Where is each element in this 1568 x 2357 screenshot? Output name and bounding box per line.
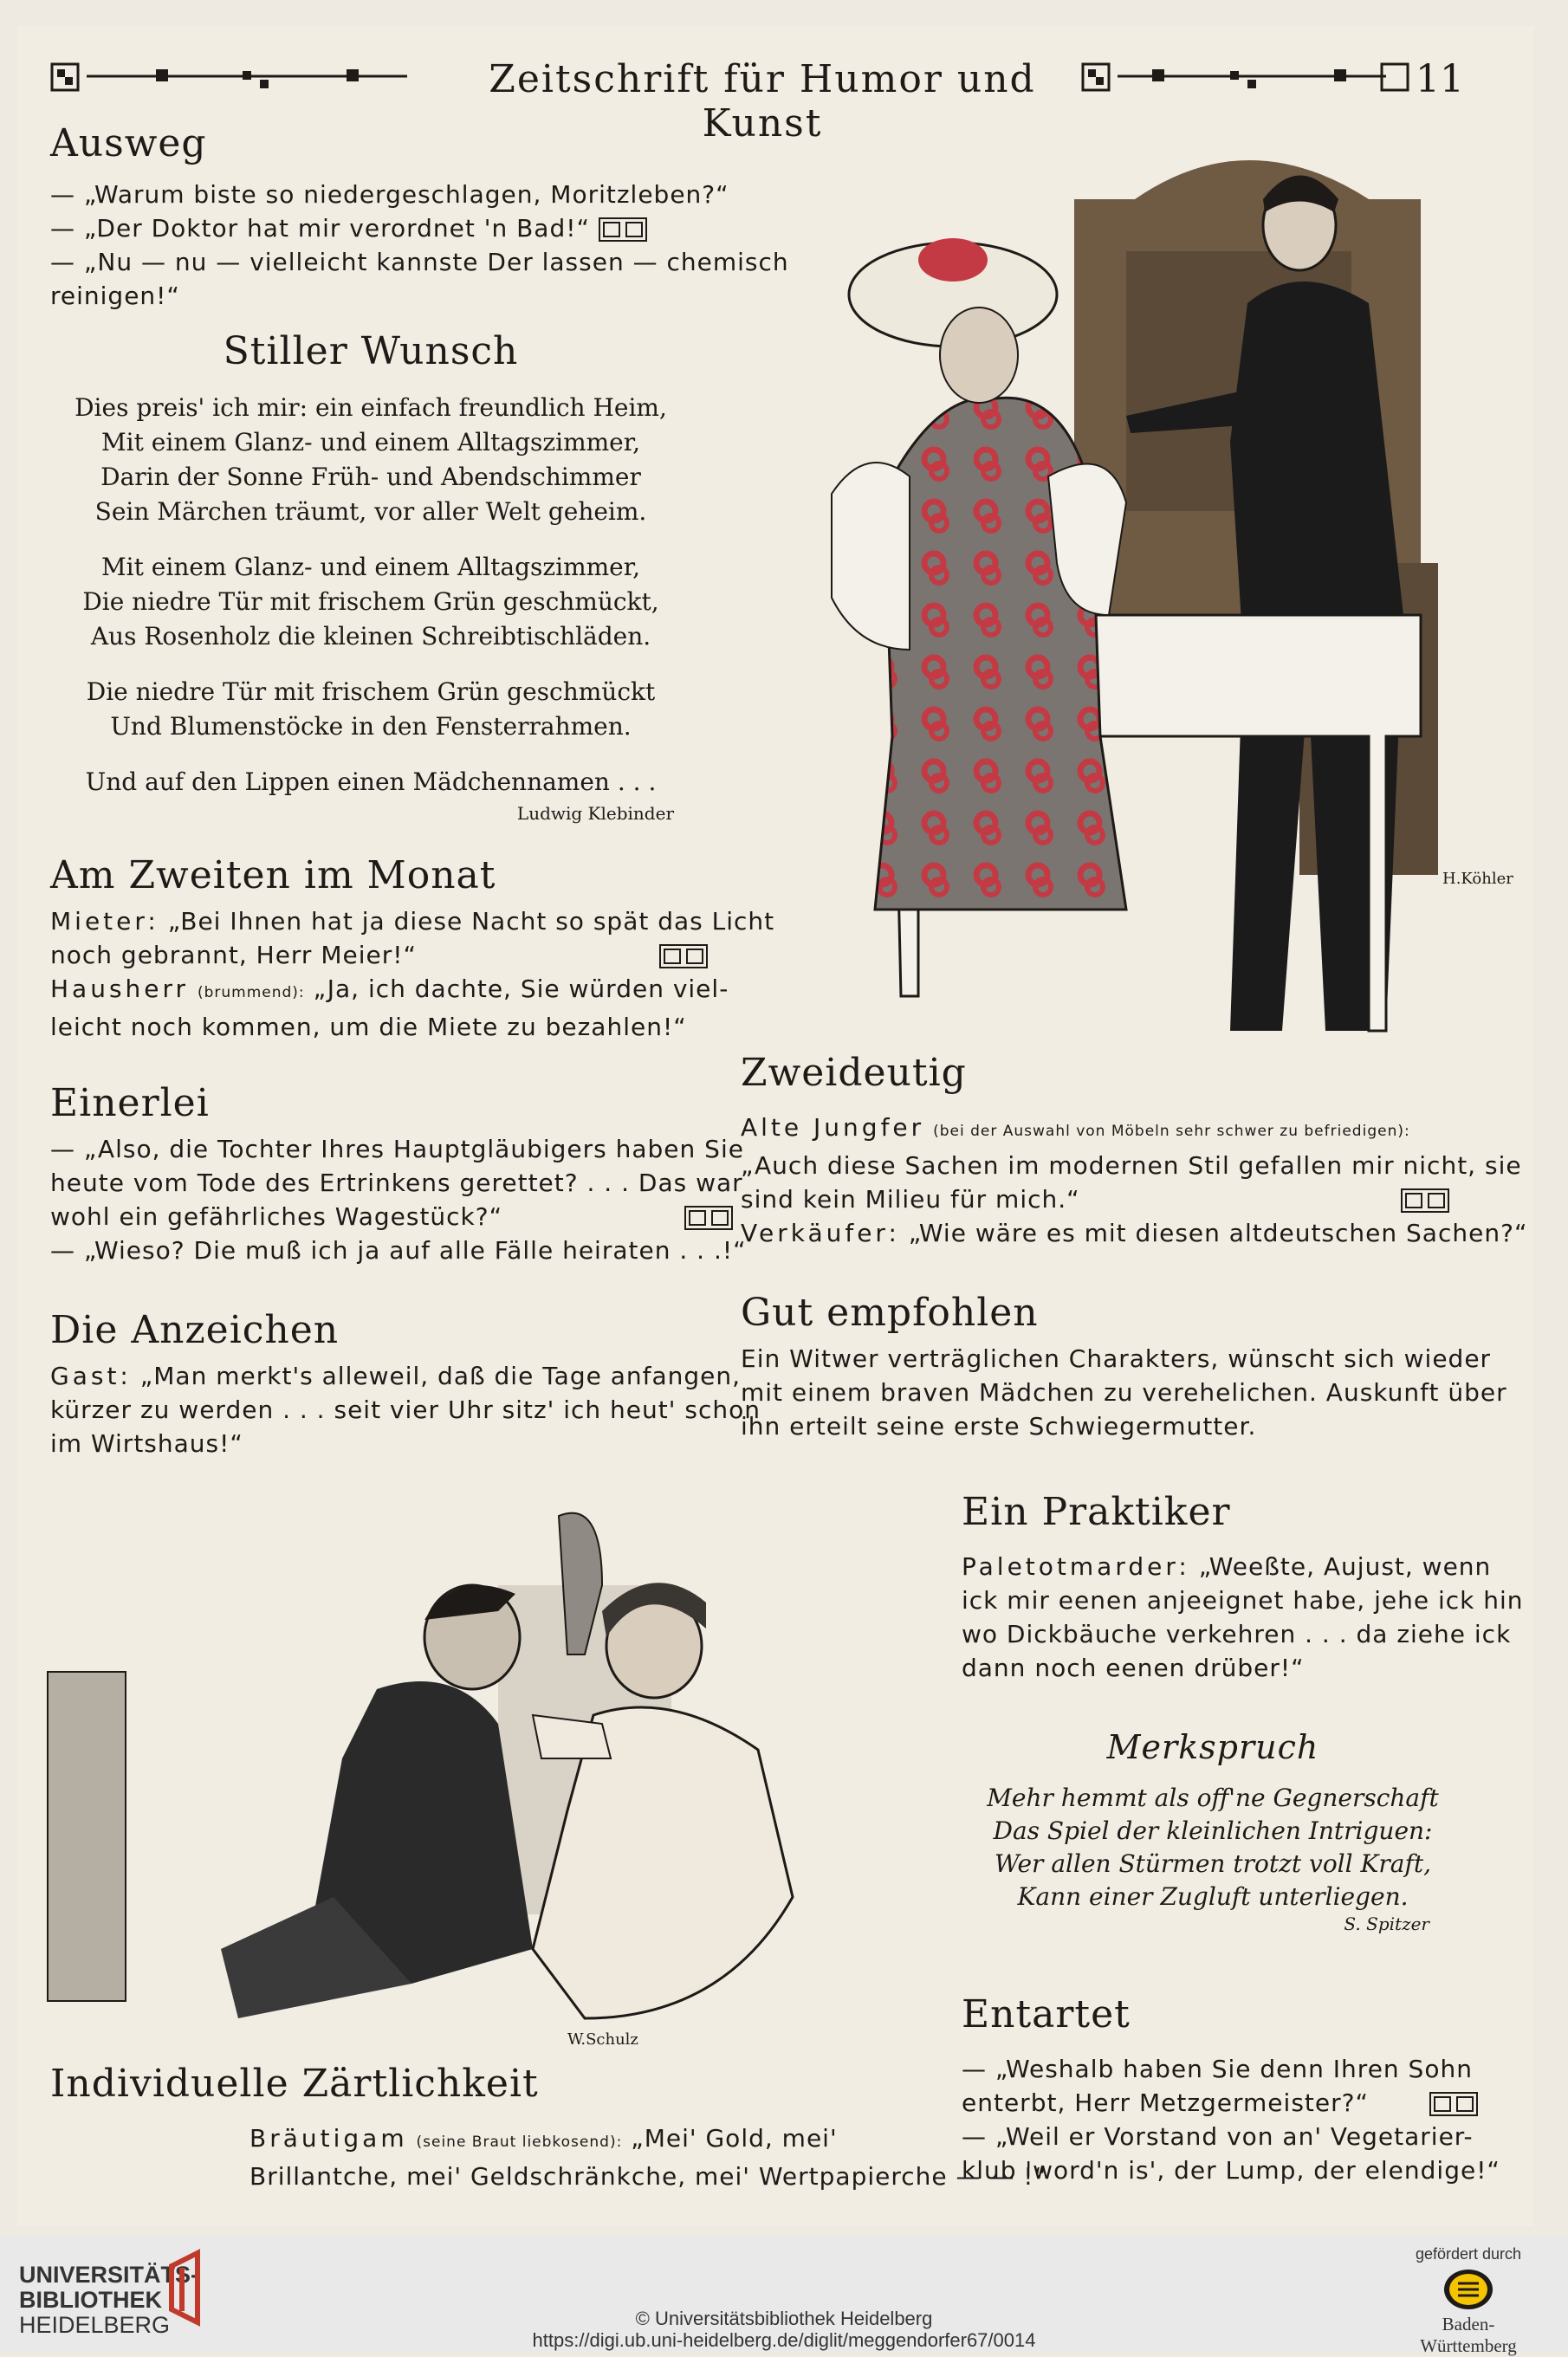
separator-ornament-icon — [1429, 2092, 1478, 2116]
section-text — [50, 2121, 1048, 2193]
poem-line: Dies preis' ich mir: ein einfach freundlich Heim, — [75, 393, 667, 422]
poem-line: Die niedre Tür mit frischem Grün geschmückt, — [82, 587, 659, 616]
poem-line: Die niedre Tür mit frischem Grün geschmückt — [86, 677, 656, 706]
artist-signature: W.Schulz — [567, 2030, 638, 2049]
section-title: Gut empfohlen — [741, 1291, 1039, 1335]
section-title: Ein Praktiker — [962, 1490, 1231, 1534]
poem-title: Stiller Wunsch — [223, 329, 519, 373]
poem-body — [962, 1782, 1464, 1913]
library-name-line: HEIDELBERG — [19, 2312, 171, 2338]
text-line: „Auch diese Sachen im modernen Stil gefallen mir nicht, sie — [741, 1151, 1522, 1180]
section-text — [962, 1550, 1524, 1685]
text-line: — „Nu — nu — vielleicht kannste Der lassen — chemisch — [50, 248, 789, 276]
separator-ornament-icon — [684, 1206, 733, 1230]
section-ausweg — [50, 121, 789, 313]
poem-title: Merkspruch — [1106, 1728, 1319, 1766]
section-stiller-wunsch — [50, 329, 691, 824]
text-line: Brillantche, mei' Geldschränkche, mei' Wertpapierche — — !“ — [249, 2162, 1048, 2191]
separator-ornament-icon — [659, 944, 708, 968]
poem-stanza — [50, 550, 691, 654]
copyright-notice — [0, 2308, 1568, 2351]
text-line: enterbt, Herr Metzgermeister?“ — [962, 2086, 1464, 2120]
library-name-line: BIBLIOTHEK — [19, 2287, 162, 2313]
section-merkspruch — [962, 1728, 1464, 1934]
section-die-anzeichen — [50, 1308, 761, 1460]
state-emblem-icon — [1442, 2268, 1494, 2311]
poem-body — [50, 391, 691, 800]
section-text — [50, 904, 775, 1044]
section-text — [50, 178, 789, 313]
text-line: kürzer zu werden . . . seit vier Uhr sitz' ich heut' schon — [50, 1395, 761, 1424]
text-line: reinigen!“ — [50, 282, 180, 310]
chair-shape — [48, 1672, 126, 2001]
poem-stanza — [50, 391, 691, 529]
poem-line: Darin der Sonne Früh- und Abendschimmer — [100, 463, 641, 491]
text-line: Hausherr (brummend): „Ja, ich dachte, Sie würden viel- — [50, 975, 729, 1003]
section-text — [741, 1111, 1528, 1250]
text-line: im Wirtshaus!“ — [50, 1429, 243, 1458]
header-ornament-left — [52, 64, 416, 95]
text-line: Mieter: „Bei Ihnen hat ja diese Nacht so spät das Licht — [50, 907, 775, 936]
poem-author: Ludwig Klebinder — [516, 803, 674, 824]
header-ornament-right — [1083, 64, 1412, 95]
text-line: Ein Witwer verträglichen Charakters, wünscht sich wieder — [741, 1344, 1492, 1373]
section-am-zweiten — [50, 853, 775, 1044]
poem-line: Wer allen Stürmen trotzt voll Kraft, — [994, 1849, 1431, 1878]
source-url-link[interactable]: https://digi.ub.uni-heidelberg.de/diglit/meggendorfer67/0014 — [532, 2329, 1036, 2351]
section-zweideutig — [741, 1051, 1528, 1250]
text-line: mit einem braven Mädchen zu verehelichen. Auskunft über — [741, 1378, 1507, 1407]
text-line: wo Dickbäuche verkehren . . . da ziehe ick — [962, 1620, 1512, 1648]
funding-logo — [1395, 2245, 1542, 2357]
section-text — [741, 1342, 1507, 1443]
copyright-text: © Universitätsbibliothek Heidelberg — [635, 2308, 933, 2329]
poem-line: Mit einem Glanz- und einem Alltagszimmer, — [101, 428, 640, 457]
section-gut-empfohlen — [741, 1291, 1507, 1443]
illustration-drawing — [48, 1499, 914, 2053]
poem-line: Das Spiel der kleinlichen Intriguen: — [993, 1816, 1433, 1845]
poem-line: Mit einem Glanz- und einem Alltagszimmer, — [101, 553, 640, 581]
section-einerlei — [50, 1081, 747, 1267]
page-number: 11 — [1416, 57, 1464, 101]
text-line: — „Weshalb haben Sie denn Ihren Sohn — [962, 2055, 1473, 2083]
section-zaertlichkeit — [50, 2062, 1048, 2193]
section-title: Einerlei — [50, 1081, 210, 1125]
section-text — [50, 1132, 747, 1267]
poem-line: Kann einer Zugluft unterliegen. — [1017, 1882, 1409, 1911]
text-line: noch gebrannt, Herr Meier!“ — [50, 938, 691, 972]
poem-stanza — [50, 675, 691, 744]
section-title: Zweideutig — [741, 1051, 967, 1095]
text-line: — „Der Doktor hat mir verordnet 'n Bad!“ — [50, 211, 691, 245]
separator-ornament-icon — [599, 217, 647, 242]
text-line: heute vom Tode des Ertrinkens gerettet? . . . Das war — [50, 1169, 743, 1197]
separator-ornament-icon — [1401, 1188, 1449, 1213]
section-text — [50, 1359, 761, 1460]
poem-line: Und auf den Lippen einen Mädchennamen . . . — [85, 767, 657, 796]
text-line: Verkäufer: „Wie wäre es mit diesen altdeutschen Sachen?“ — [741, 1219, 1528, 1247]
magazine-title: Zeitschrift für Humor und Kunst — [489, 57, 1036, 146]
text-line: dann noch eenen drüber!“ — [962, 1654, 1305, 1682]
footer-bar — [0, 2237, 1568, 2356]
text-line: ick mir eenen anjeeignet habe, jehe ick hin — [962, 1586, 1524, 1615]
poem-stanza — [50, 765, 691, 800]
illustration-furniture-shop — [762, 130, 1513, 1039]
section-ein-praktiker — [962, 1490, 1524, 1685]
poem-author: S. Spitzer — [1344, 1913, 1429, 1934]
text-line: — „Weil er Vorstand von an' Vegetarier- — [962, 2122, 1474, 2151]
artist-signature: H.Köhler — [1442, 870, 1513, 888]
poem-line: Mehr hemmt als off'ne Gegnerschaft — [987, 1784, 1439, 1812]
text-line: leicht noch kommen, um die Miete zu bezahlen!“ — [50, 1013, 687, 1041]
poem-line: Sein Märchen träumt, vor aller Welt geheim. — [94, 497, 647, 526]
funded-by-label: gefördert durch — [1415, 2245, 1522, 2263]
section-title: Ausweg — [50, 121, 207, 165]
illustration-drawing — [762, 130, 1513, 1039]
section-title: Die Anzeichen — [50, 1308, 340, 1352]
text-line: Alte Jungfer (bei der Auswahl von Möbeln sehr schwer zu befriedigen): — [741, 1113, 1410, 1142]
text-line: ihn erteilt seine erste Schwiegermutter. — [741, 1412, 1257, 1441]
text-line: sind kein Milieu für mich.“ — [741, 1182, 1460, 1216]
text-line: Gast: „Man merkt's alleweil, daß die Tage anfangen, — [50, 1362, 742, 1390]
section-entartet — [962, 1992, 1500, 2187]
text-line: Paletotmarder: „Weeßte, Aujust, wenn — [962, 1552, 1492, 1581]
text-line: Bräutigam (seine Braut liebkosend): „Mei' Gold, mei' — [249, 2124, 838, 2153]
text-line: wohl ein gefährliches Wagestück?“ — [50, 1200, 691, 1234]
text-line: — „Wieso? Die muß ich ja auf alle Fälle heiraten . . .!“ — [50, 1236, 747, 1265]
poem-line: Aus Rosenholz die kleinen Schreibtischläden. — [90, 622, 651, 651]
illustration-couple — [48, 1499, 914, 2053]
section-title: Individuelle Zärtlichkeit — [50, 2062, 539, 2106]
text-line: klub 'word'n is', der Lump, der elendige!“ — [962, 2156, 1500, 2185]
section-title: Entartet — [962, 1992, 1131, 2036]
state-name: Baden-Württemberg — [1420, 2314, 1517, 2356]
section-title: Am Zweiten im Monat — [50, 853, 496, 897]
library-name-line: UNIVERSITÄTS- — [19, 2262, 199, 2288]
text-line: — „Also, die Tochter Ihres Hauptgläubigers haben Sie — [50, 1135, 744, 1163]
poem-line: Und Blumenstöcke in den Fensterrahmen. — [110, 712, 632, 741]
text-line: — „Warum biste so niedergeschlagen, Moritzleben?“ — [50, 180, 729, 209]
